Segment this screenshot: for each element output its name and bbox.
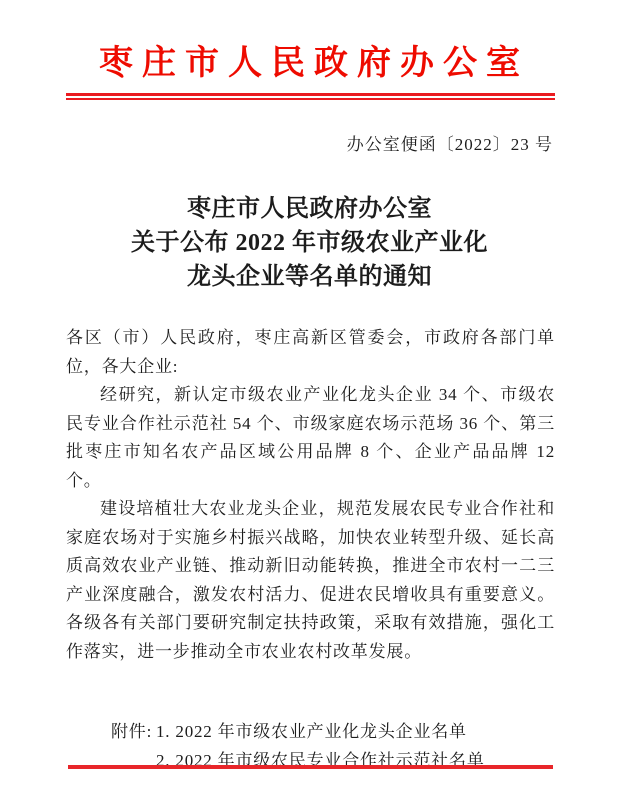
notice-title-line-3: 龙头企业等名单的通知 (187, 264, 432, 290)
body-paragraph-1: 经研究，新认定市级农业产业化龙头企业 34 个、市级农民专业合作社示范社 54 个、市级家庭农场示范场 36 个、第三批枣庄市知名农产品区域公用品牌 8 个、企业产品品牌 12 个。 (66, 385, 555, 490)
attachment-item-1: 1. 2022 年市级农业产业化龙头企业名单 (156, 722, 467, 741)
salutation: 各区（市）人民政府，枣庄高新区管委会，市政府各部门单位，各大企业: (66, 328, 555, 376)
notice-body (66, 324, 555, 666)
notice-title (40, 192, 579, 294)
masthead-double-rule (66, 93, 555, 100)
attachment-row-2 (111, 747, 555, 776)
body-paragraph-2: 建设培植壮大农业龙头企业，规范发展农民专业合作社和家庭农场对于实施乡村振兴战略，加快农业转型升级、延长高质高效农业产业链、推动新旧动能转换，推进全市农村一二三产业深度融合，激发农村活力、促进农民增收具有重要意义。各级各有关部门要研究制定扶持政策，采取有效措施，强化工作落实，进一步推动全市农业农村改革发展。 (66, 499, 555, 661)
masthead-title: 枣庄市人民政府办公室 (99, 45, 529, 82)
doc-number: 办公室便函〔2022〕23 号 (346, 135, 553, 154)
footer-rule (68, 765, 553, 769)
notice-title-line-2: 关于公布 2022 年市级农业产业化 (131, 230, 488, 256)
attachments-label: 附件: (111, 722, 153, 741)
attachment-row-1 (111, 718, 555, 747)
attachment-item-2: 2. 2022 年市级农民专业合作社示范社名单 (156, 750, 485, 770)
notice-title-line-1: 枣庄市人民政府办公室 (187, 196, 432, 222)
